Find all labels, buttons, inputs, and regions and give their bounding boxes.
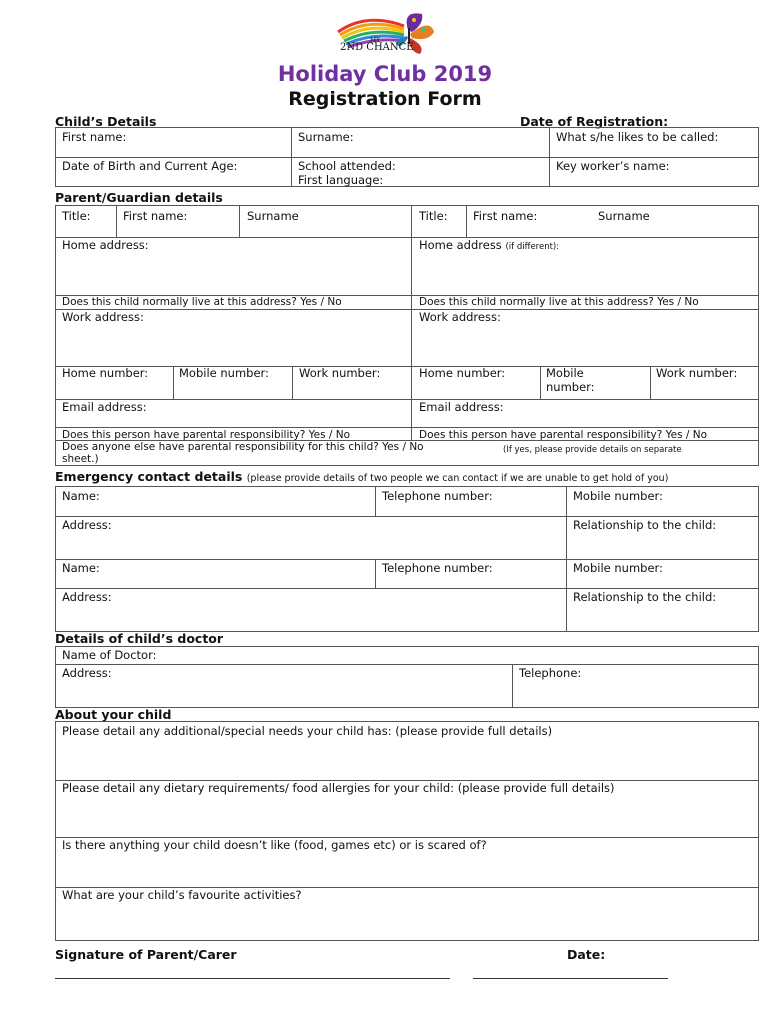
doctor-telephone-field[interactable]: Telephone: — [519, 666, 582, 680]
contact2-mobile-field[interactable]: Mobile number: — [573, 561, 663, 575]
parent1-title-field[interactable]: Title: — [62, 209, 91, 223]
parent1-work-number-field[interactable]: Work number: — [299, 366, 381, 380]
mobile-label-line1: Mobile — [546, 366, 584, 380]
contact1-telephone-field[interactable]: Telephone number: — [382, 489, 493, 503]
parent1-work-address-field[interactable]: Work address: — [62, 310, 144, 324]
doctor-address-field[interactable]: Address: — [62, 666, 112, 680]
other-responsibility-question[interactable] — [62, 441, 424, 465]
parent1-first-name-field[interactable]: First name: — [123, 209, 188, 223]
about-child-table — [55, 721, 759, 941]
if-different-note: (if different): — [505, 242, 560, 252]
contact1-relationship-field[interactable]: Relationship to the child: — [573, 518, 717, 532]
dietary-requirements-field[interactable]: Please detail any dietary requirements/ food allergies for your child: (please provide full details) — [62, 781, 615, 795]
contact2-relationship-field[interactable]: Relationship to the child: — [573, 590, 717, 604]
parent-guardian-heading: Parent/Guardian details — [55, 190, 223, 205]
parent1-home-address-field[interactable]: Home address: — [62, 238, 149, 252]
doctor-name-field[interactable]: Name of Doctor: — [62, 648, 157, 662]
parent2-first-name-field[interactable]: First name: — [473, 209, 538, 223]
parent2-email-field[interactable]: Email address: — [419, 400, 504, 414]
logo-small-text: MY — [370, 37, 381, 44]
emergency-contact-table — [55, 486, 759, 632]
parent1-home-number-field[interactable]: Home number: — [62, 366, 149, 380]
date-label: Date: — [567, 947, 606, 962]
parent2-home-address-field[interactable] — [419, 238, 559, 254]
contact2-name-field[interactable]: Name: — [62, 561, 100, 575]
parent1-mobile-number-field[interactable]: Mobile number: — [179, 366, 269, 380]
parent2-responsibility-question[interactable]: Does this person have parental responsibility? Yes / No — [419, 429, 708, 441]
parent2-surname-field[interactable]: Surname — [598, 209, 650, 223]
dislikes-field[interactable]: Is there anything your child doesn’t like (food, games etc) or is scared of? — [62, 838, 487, 852]
signature-line[interactable] — [55, 978, 450, 979]
parent2-title-field[interactable]: Title: — [419, 209, 448, 223]
date-line[interactable] — [473, 978, 668, 979]
other-responsibility-cont: sheet.) — [62, 453, 99, 465]
special-needs-field[interactable]: Please detail any additional/special needs your child has: (please provide full details) — [62, 724, 553, 738]
parent2-live-question[interactable]: Does this child normally live at this address? Yes / No — [419, 296, 699, 308]
contact2-address-field[interactable]: Address: — [62, 590, 112, 604]
contact1-address-field[interactable]: Address: — [62, 518, 112, 532]
parent-guardian-table — [55, 205, 759, 466]
contact1-mobile-field[interactable]: Mobile number: — [573, 489, 663, 503]
date-of-birth-field[interactable]: Date of Birth and Current Age: — [62, 159, 238, 173]
separate-sheet-note: (If yes, please provide details on separate — [503, 445, 682, 455]
childs-details-table — [55, 127, 759, 187]
parent2-mobile-number-field[interactable] — [546, 366, 595, 394]
doctor-table — [55, 646, 759, 708]
parent2-home-address-label: Home address — [419, 238, 502, 252]
contact2-telephone-field[interactable]: Telephone number: — [382, 561, 493, 575]
about-child-heading: About your child — [55, 707, 172, 722]
parent2-work-number-field[interactable]: Work number: — [656, 366, 738, 380]
emergency-contact-heading — [55, 469, 668, 484]
date-of-registration-label: Date of Registration: — [520, 114, 669, 129]
parent1-email-field[interactable]: Email address: — [62, 400, 147, 414]
parent1-surname-field[interactable]: Surname — [247, 209, 299, 223]
doctor-heading: Details of child’s doctor — [55, 631, 224, 646]
page-subtitle: Registration Form — [288, 88, 482, 110]
preferred-name-field[interactable]: What s/he likes to be called: — [556, 130, 719, 144]
signature-label: Signature of Parent/Carer — [55, 947, 237, 962]
first-language-field[interactable]: First language: — [298, 173, 384, 187]
key-worker-field[interactable]: Key worker’s name: — [556, 159, 670, 173]
parent2-home-number-field[interactable]: Home number: — [419, 366, 506, 380]
mobile-label-line2: number: — [546, 380, 595, 394]
parent1-live-question[interactable]: Does this child normally live at this address? Yes / No — [62, 296, 342, 308]
surname-field[interactable]: Surname: — [298, 130, 354, 144]
emergency-heading-text: Emergency contact details — [55, 469, 243, 484]
favourite-activities-field[interactable]: What are your child’s favourite activities? — [62, 888, 302, 902]
emergency-note: (please provide details of two people we can contact if we are unable to get hold of you) — [246, 473, 669, 484]
first-name-field[interactable]: First name: — [62, 130, 127, 144]
school-field[interactable]: School attended: — [298, 159, 396, 173]
contact1-name-field[interactable]: Name: — [62, 489, 100, 503]
logo-brand-text: 2ND CHANCE — [340, 42, 414, 53]
other-responsibility-text: Does anyone else have parental responsibility for this child? Yes / No — [62, 441, 424, 453]
page-title: Holiday Club 2019 — [277, 62, 493, 86]
childs-details-heading: Child’s Details — [55, 114, 157, 129]
parent2-work-address-field[interactable]: Work address: — [419, 310, 501, 324]
parent1-responsibility-question[interactable]: Does this person have parental responsibility? Yes / No — [62, 429, 351, 441]
